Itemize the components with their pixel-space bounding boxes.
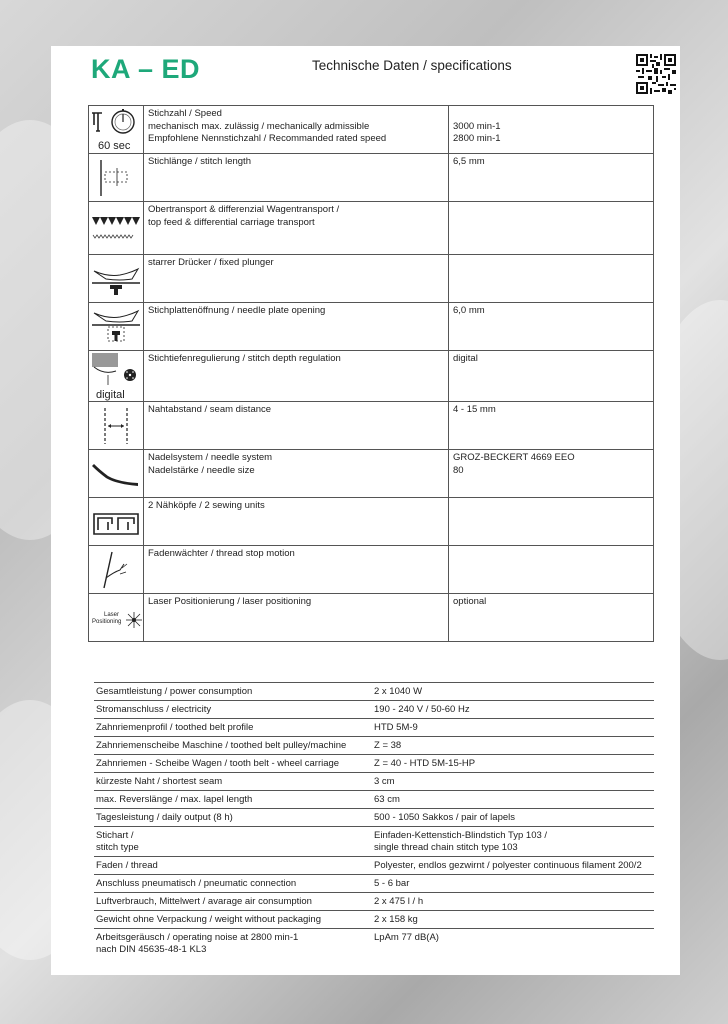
needle-plate-opening-icon	[89, 303, 144, 351]
spec-row: Stichlänge / stitch length 6,5 mm	[89, 154, 654, 202]
tech-row: kürzeste Naht / shortest seam 3 cm	[94, 773, 654, 791]
spec-row: digital Stichtiefenregulierung / stitch depth regulation digital	[89, 351, 654, 402]
tech-row: max. Reverslänge / max. lapel length 63 cm	[94, 791, 654, 809]
tech-row: Zahnriemenprofil / toothed belt profile HTD 5M-9	[94, 719, 654, 737]
stitch-length-icon	[89, 154, 144, 202]
spec-table	[88, 105, 654, 642]
brand-title: KA – ED	[91, 54, 201, 84]
spec-row: Fadenwächter / thread stop motion	[89, 546, 654, 594]
needle-icon	[89, 450, 144, 498]
seam-distance-icon	[89, 402, 144, 450]
laser-caption-1: Laser	[104, 611, 120, 618]
page-subtitle: Technische Daten / specifications	[312, 58, 512, 73]
tech-row: Stichart / stitch type Einfaden-Kettenstich-Blindstich Typ 103 / single thread chain stitch type 103	[94, 827, 654, 857]
qr-code-icon[interactable]	[636, 54, 676, 94]
spec-row: Obertransport & differenzial Wagentransport / top feed & differential carriage transport	[89, 202, 654, 255]
spec-row: Nadelsystem / needle system Nadelstärke / needle size GROZ-BECKERT 4669 EEO 80	[89, 450, 654, 498]
tech-row: Stromanschluss / electricity 190 - 240 V / 50-60 Hz	[94, 701, 654, 719]
technical-data-table	[94, 682, 654, 958]
thread-stop-icon	[89, 546, 144, 594]
tech-row: Luftverbrauch, Mittelwert / avarage air consumption 2 x 475 l / h	[94, 893, 654, 911]
fixed-plunger-icon	[89, 255, 144, 303]
tech-row: Faden / thread Polyester, endlos gezwirnt / polyester continuous filament 200/2	[94, 857, 654, 875]
stitch-depth-caption: digital	[96, 389, 125, 401]
tech-row: Zahnriemenscheibe Maschine / toothed belt pulley/machine Z = 38	[94, 737, 654, 755]
spec-row: 2 Nähköpfe / 2 sewing units	[89, 498, 654, 546]
tech-row: Gesamtleistung / power consumption 2 x 1040 W	[94, 683, 654, 701]
spec-row: Laser Positioning Laser Positionierung / laser positioning optional	[89, 594, 654, 642]
laser-icon	[89, 594, 144, 642]
tech-row: Arbeitsgeräusch / operating noise at 2800 min-1 nach DIN 45635-48-1 KL3 LpAm 77 dB(A)	[94, 929, 654, 959]
stitch-depth-icon	[89, 351, 144, 402]
tech-row: Anschluss pneumatisch / pneumatic connection 5 - 6 bar	[94, 875, 654, 893]
speed-caption: 60 sec	[98, 139, 131, 152]
speed-icon	[89, 106, 144, 154]
spec-row: Stichplattenöffnung / needle plate opening 6,0 mm	[89, 303, 654, 351]
tech-row: Gewicht ohne Verpackung / weight without packaging 2 x 158 kg	[94, 911, 654, 929]
tech-row: Zahnriemen - Scheibe Wagen / tooth belt - wheel carriage Z = 40 - HTD 5M-15-HP	[94, 755, 654, 773]
tech-row: Tagesleistung / daily output (8 h) 500 - 1050 Sakkos / pair of lapels	[94, 809, 654, 827]
top-feed-icon	[89, 202, 144, 255]
sewing-units-icon	[89, 498, 144, 546]
spec-row: starrer Drücker / fixed plunger	[89, 255, 654, 303]
spec-sheet	[51, 46, 680, 975]
spec-row: Nahtabstand / seam distance 4 - 15 mm	[89, 402, 654, 450]
spec-row: 60 sec Stichzahl / Speed mechanisch max. zulässig / mechanically admissible Empfohlene Nennstichzahl / Recommanded rated speed 3000 min-1 2800 min-1	[89, 106, 654, 154]
laser-caption-2: Positioning	[92, 618, 122, 625]
